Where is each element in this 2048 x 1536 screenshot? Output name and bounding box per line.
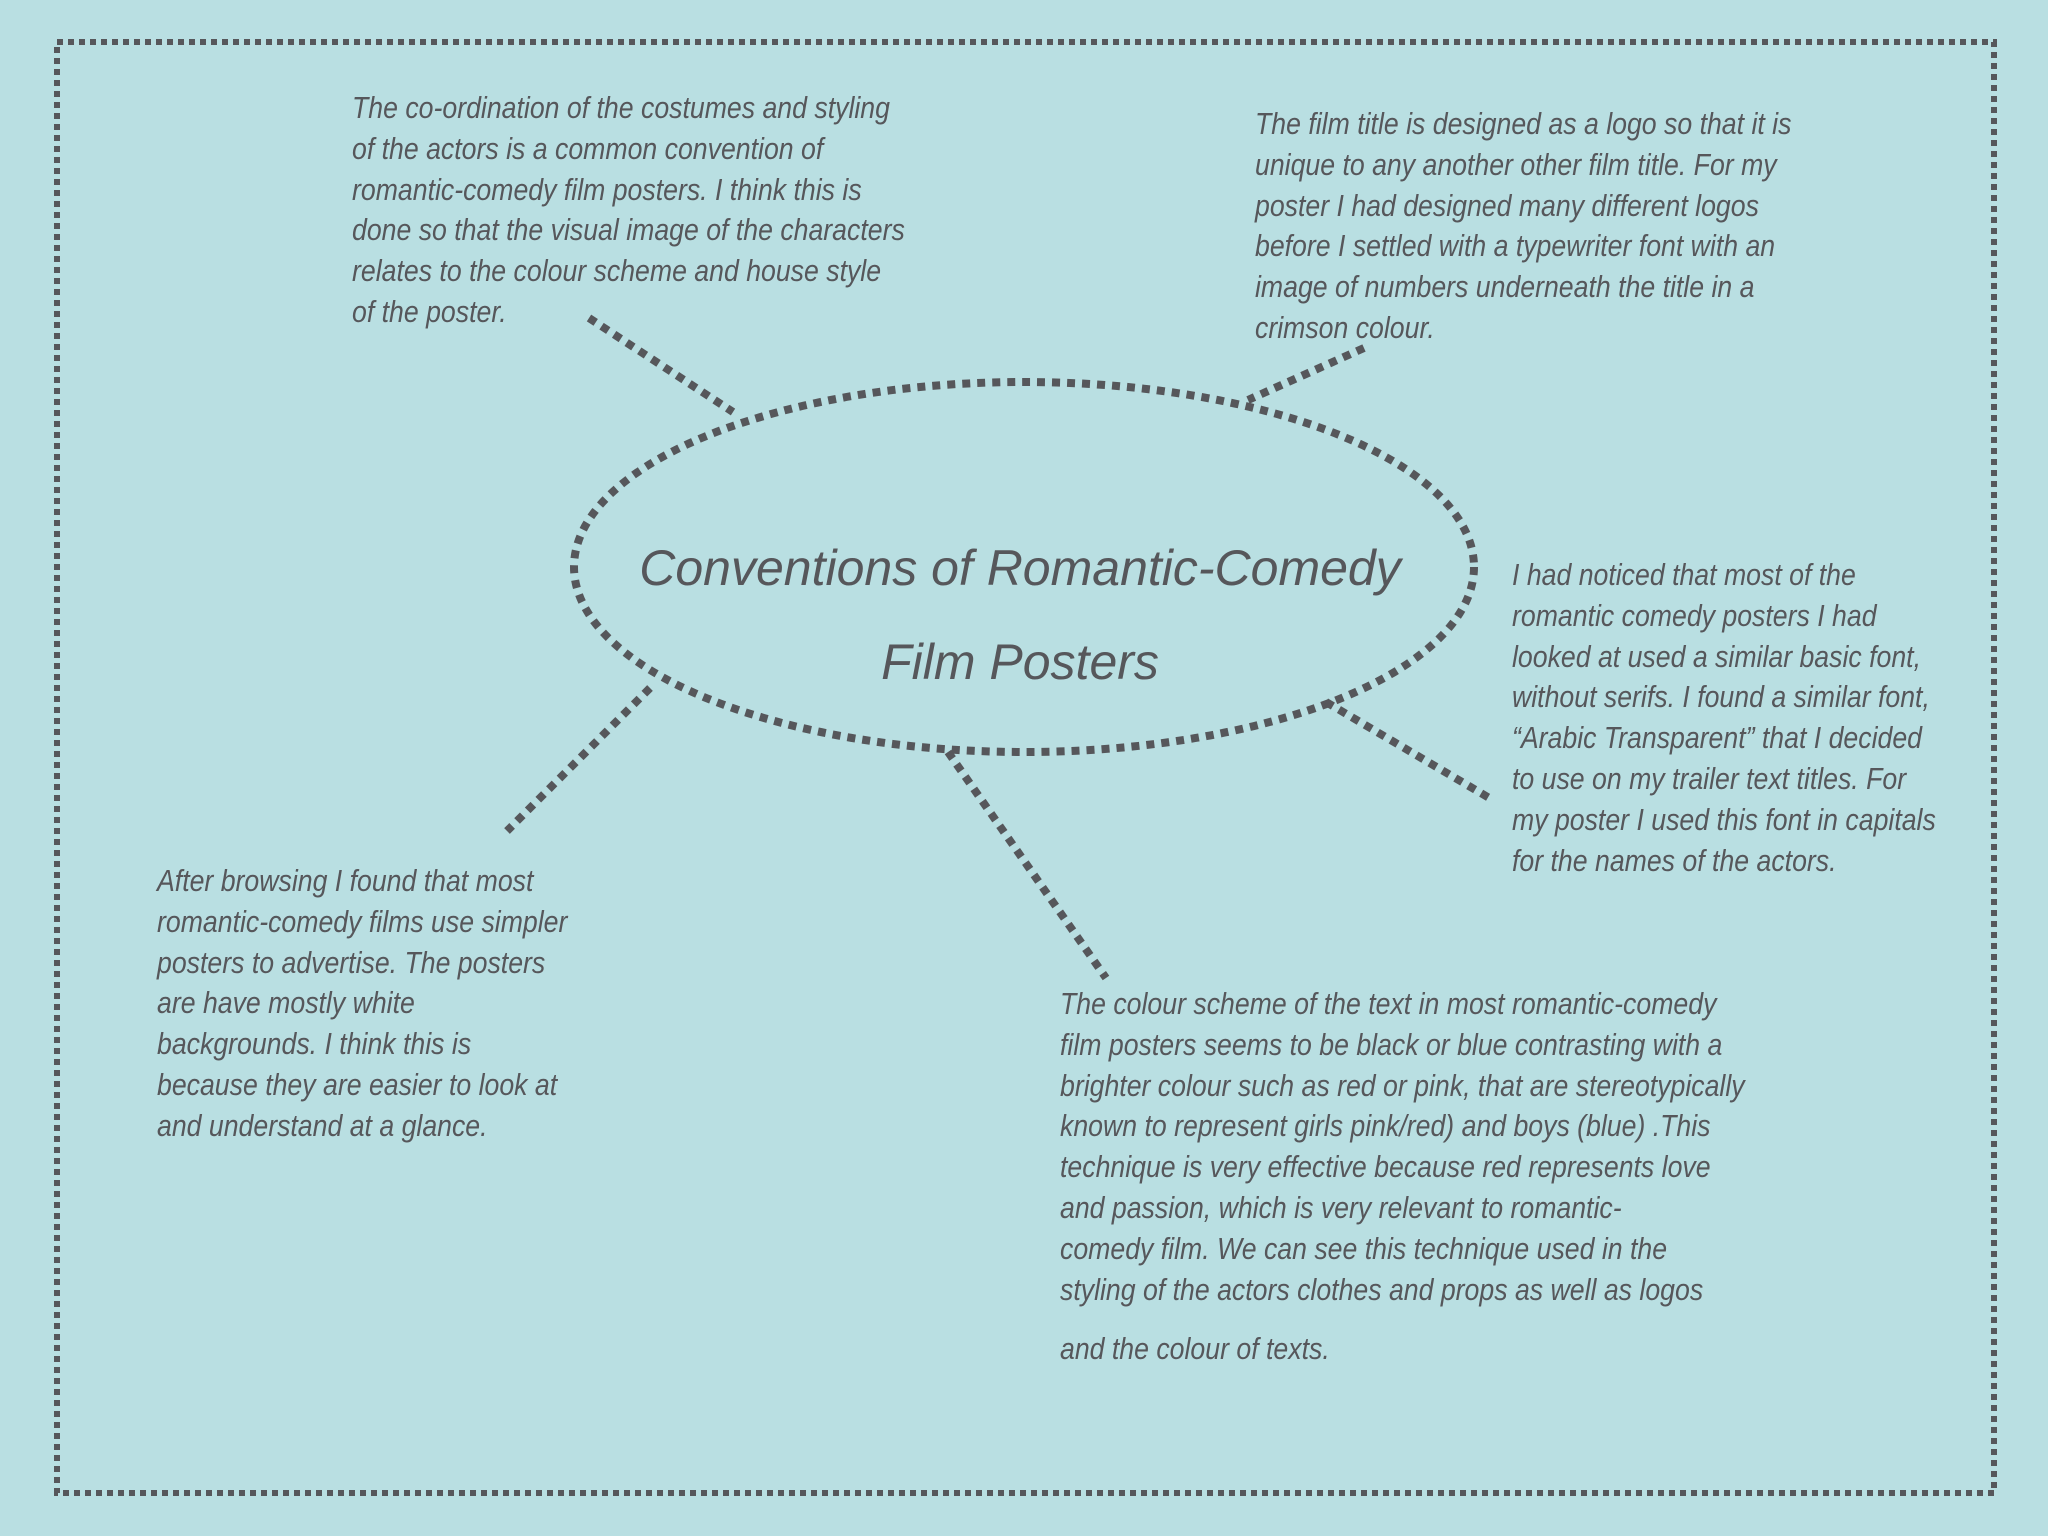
note-costumes-line: The co-ordination of the costumes and styling [352, 90, 890, 125]
note-backgrounds-line: because they are easier to look at [157, 1066, 558, 1102]
note-colour-scheme-line: brighter colour such as red or pink, that are stereotypically [1060, 1067, 1745, 1103]
connector-font [1326, 702, 1491, 799]
note-backgrounds-line: and understand at a glance. [157, 1107, 488, 1143]
note-font-line: I had noticed that most of the [1512, 557, 1856, 592]
connector-colour-scheme [948, 752, 1106, 978]
note-font-line: without serifs. I found a similar font, [1512, 679, 1930, 715]
note-costumes-line: romantic-comedy film posters. I think this is [352, 171, 862, 207]
note-costumes-line: done so that the visual image of the characters [352, 212, 905, 248]
note-costumes-line: of the actors is a common convention of [352, 130, 824, 166]
note-font-line: to use on my trailer text titles. For [1512, 760, 1907, 796]
note-film-title-line: The film title is designed as a logo so that it is [1255, 106, 1792, 141]
note-film-title-line: poster I had designed many different logos [1255, 187, 1759, 223]
note-font-line: my poster I used this font in capitals [1512, 801, 1936, 837]
note-backgrounds-line: are have mostly white [157, 985, 415, 1021]
note-colour-scheme-line: styling of the actors clothes and props as well as logos [1060, 1271, 1704, 1307]
note-colour-scheme-line: The colour scheme of the text in most romantic-comedy [1060, 986, 1717, 1021]
note-colour-scheme-line: technique is very effective because red represents love [1060, 1149, 1711, 1185]
note-font [1512, 555, 1936, 881]
note-font-line: “Arabic Transparent” that I decided [1512, 720, 1922, 756]
note-costumes-line: of the poster. [352, 293, 507, 329]
note-film-title-line: crimson colour. [1255, 309, 1435, 345]
note-colour-scheme-line: known to represent girls pink/red) and boys (blue) .This [1060, 1108, 1711, 1144]
note-film-title [1255, 104, 1791, 349]
note-font-line: romantic comedy posters I had [1512, 597, 1877, 633]
note-backgrounds-line: romantic-comedy films use simpler [157, 903, 568, 939]
connector-film-title [1248, 348, 1364, 400]
note-colour-scheme-line: and passion, which is very relevant to romantic- [1060, 1189, 1622, 1225]
note-backgrounds-line: After browsing I found that most [157, 863, 534, 898]
note-film-title-line: unique to any another other film title. For my [1255, 146, 1777, 182]
note-font-line: looked at used a similar basic font, [1512, 638, 1922, 674]
note-film-title-line: before I settled with a typewriter font with an [1255, 228, 1776, 264]
note-backgrounds-line: backgrounds. I think this is [157, 1026, 472, 1062]
central-topic-line-1: Conventions of Romantic-Comedy [639, 540, 1401, 596]
note-film-title-line: image of numbers underneath the title in a [1255, 269, 1755, 305]
note-colour-scheme [1060, 984, 1745, 1310]
note-costumes-line: relates to the colour scheme and house style [352, 253, 882, 289]
note-font-line: for the names of the actors. [1512, 842, 1837, 878]
note-colour-scheme-final-line: and the colour of texts. [1060, 1331, 1330, 1366]
note-backgrounds [157, 861, 567, 1147]
central-topic-line-2: Film Posters [881, 634, 1159, 690]
note-backgrounds-line: posters to advertise. The posters [157, 944, 546, 980]
note-colour-scheme-line: comedy film. We can see this technique used in the [1060, 1230, 1668, 1266]
note-colour-scheme-line: film posters seems to be black or blue contrasting with a [1060, 1026, 1723, 1062]
connector-backgrounds [507, 688, 650, 831]
note-costumes [352, 88, 905, 333]
